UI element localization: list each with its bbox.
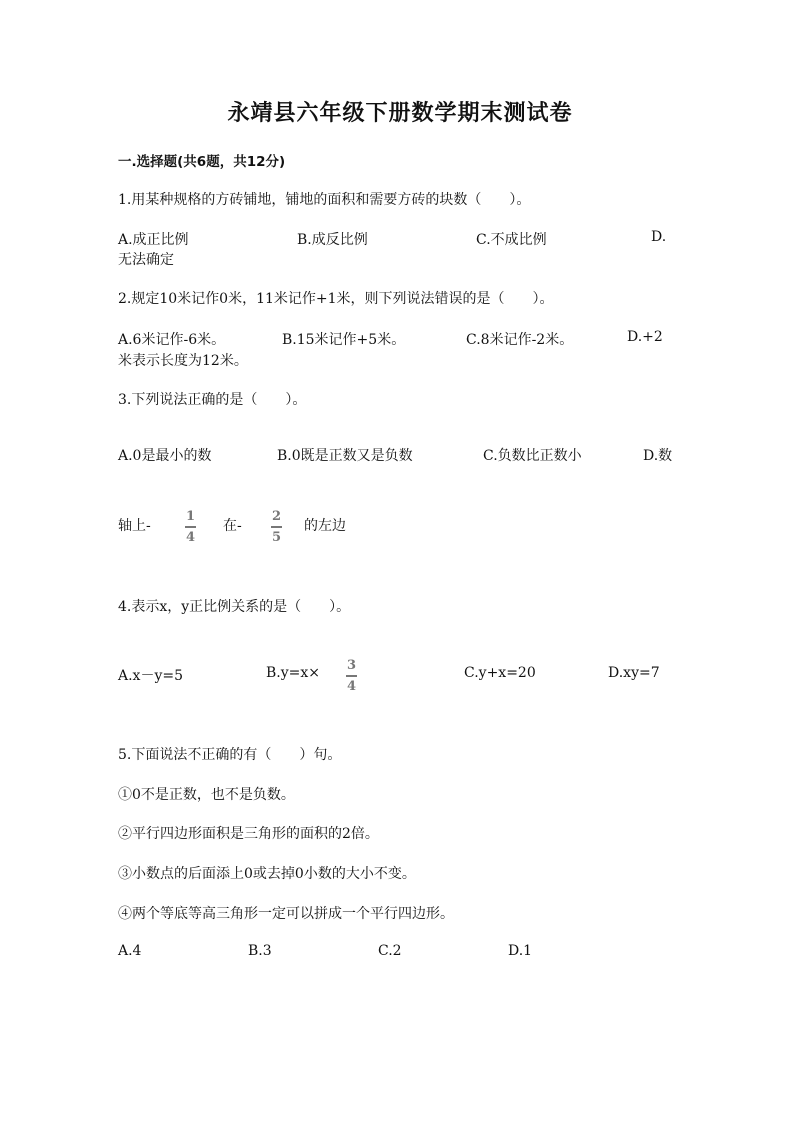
fraction-bar — [271, 526, 282, 528]
q1-option-c: C.不成比例 — [476, 232, 547, 248]
fraction-numerator: 3 — [346, 658, 357, 673]
q1-option-d: D. — [651, 229, 667, 245]
fraction-numerator: 2 — [271, 509, 282, 524]
q2-option-d-text: 米表示长度为12米。 — [118, 353, 248, 369]
q5-statement-2: ②平行四边形面积是三角形的面积的2倍。 — [118, 826, 379, 842]
fraction-denominator: 4 — [346, 678, 357, 694]
fraction-one-quarter — [185, 510, 196, 544]
q2-option-d: D.+2 — [627, 329, 663, 345]
q1-option-d-text: 无法确定 — [118, 252, 174, 268]
question-1-stem: 1.用某种规格的方砖铺地，铺地的面积和需要方砖的块数（ ）。 — [118, 192, 531, 208]
q5-statement-4: ④两个等底等高三角形一定可以拼成一个平行四边形。 — [118, 906, 454, 922]
fraction-denominator: 5 — [271, 529, 282, 545]
q3-option-c: C.负数比正数小 — [483, 448, 582, 464]
q4-option-a: A.x－y=5 — [118, 668, 184, 684]
question-5-stem: 5.下面说法不正确的有（ ）句。 — [118, 747, 342, 763]
q2-option-a: A.6米记作-6米。 — [118, 332, 226, 348]
fraction-three-quarters — [346, 659, 357, 693]
question-2-stem: 2.规定10米记作0米，11米记作+1米，则下列说法错误的是（ ）。 — [118, 291, 554, 307]
fraction-bar — [346, 675, 357, 677]
q5-statement-1: ①0不是正数，也不是负数。 — [118, 787, 295, 803]
page-title: 永靖县六年级下册数学期末测试卷 — [227, 101, 573, 126]
q5-option-c: C.2 — [378, 943, 402, 959]
q5-option-d: D.1 — [508, 943, 533, 959]
q1-option-b: B.成反比例 — [297, 232, 368, 248]
q3-option-d: D.数 — [643, 448, 673, 464]
question-4-stem: 4.表示x，y正比例关系的是（ ）。 — [118, 599, 351, 615]
q5-option-b: B.3 — [248, 943, 272, 959]
q2-option-b: B.15米记作+5米。 — [282, 332, 406, 348]
fraction-numerator: 1 — [185, 509, 196, 524]
q2-option-c: C.8米记作-2米。 — [466, 332, 574, 348]
q1-option-a: A.成正比例 — [118, 232, 189, 248]
q4-option-b: B.y=x× — [266, 665, 321, 681]
q3-option-d-text-b: 在- — [223, 518, 242, 534]
q3-option-a: A.0是最小的数 — [118, 448, 212, 464]
fraction-two-fifths — [271, 510, 282, 544]
q5-statement-3: ③小数点的后面添上0或去掉0小数的大小不变。 — [118, 866, 416, 882]
q3-option-b: B.0既是正数又是负数 — [277, 448, 413, 464]
q3-option-d-text-c: 的左边 — [304, 518, 346, 534]
q3-option-d-text-a: 轴上- — [118, 518, 151, 534]
fraction-bar — [185, 526, 196, 528]
section-header: 一.选择题(共6题，共12分) — [118, 154, 286, 170]
q4-option-d: D.xy=7 — [608, 665, 660, 681]
q5-option-a: A.4 — [118, 943, 142, 959]
q4-option-c: C.y+x=20 — [464, 665, 536, 681]
fraction-denominator: 4 — [185, 529, 196, 545]
question-3-stem: 3.下列说法正确的是（ ）。 — [118, 392, 307, 408]
